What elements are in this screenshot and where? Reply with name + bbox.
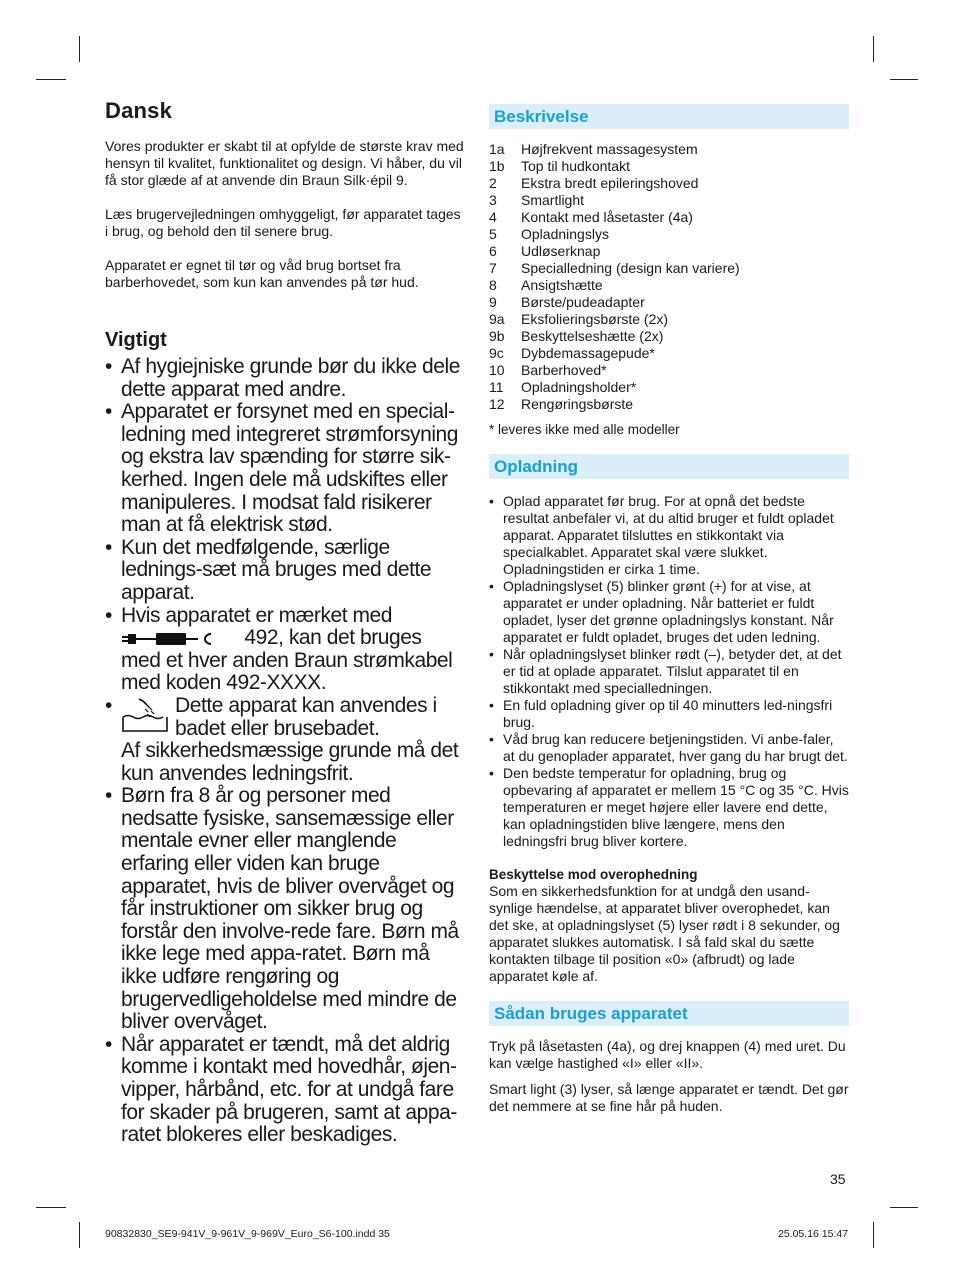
overheat-text: Som en sikkerhedsfunktion for at undgå den usand-synlige hændelse, at apparatet bliver overophedet, kan det ske, at opladningslyset (5) lyser rødt i 8 sekunder, og apparatet slukkes automatisk. I så fald skal du sætte kontakten tilbage til position «0» (afbrudt) og lade apparatet køle af. — [489, 883, 840, 984]
list-item — [489, 158, 849, 175]
list-item — [489, 396, 849, 413]
list-item — [489, 277, 849, 294]
part-label: Top til hudkontakt — [521, 158, 630, 174]
intro — [105, 138, 465, 291]
list-item — [489, 141, 849, 158]
section-header-usage: Sådan bruges apparatet — [489, 1001, 849, 1026]
footer-file: 90832830_SE9-941V_9-961V_9-969V_Euro_S6-100.indd 35 — [105, 1228, 390, 1240]
section-header-opladning: Opladning — [489, 454, 849, 479]
part-number: 2 — [489, 175, 497, 191]
part-number: 3 — [489, 192, 497, 208]
list-item — [489, 345, 849, 362]
crop-mark — [79, 1222, 80, 1248]
list-item — [489, 192, 849, 209]
list-item: • Kun det medfølgende, særlige lednings-sæt må bruges med dette apparat. — [105, 537, 465, 605]
crop-mark — [36, 79, 66, 80]
part-label: Kontakt med låsetaster (4a) — [521, 209, 693, 225]
part-label: Højfrekvent massagesystem — [521, 141, 698, 157]
part-label: Dybdemassagepude* — [521, 345, 655, 361]
part-label: Rengøringsbørste — [521, 396, 634, 412]
part-number: 9a — [489, 311, 505, 327]
list-item: • Børn fra 8 år og personer med nedsatte fysiske, sansemæssige eller mentale evner eller manglende erfaring eller viden kan bruge apparatet, hvis de bliver overvåget og får instruktioner om sikker brug og forstår den involve-rede fare. Børn må ikke lege med appa-ratet. Børn må ikke udføre rengøring og brugervedligeholdelse med mindre de bliver overvåget. — [105, 785, 465, 1034]
part-number: 11 — [489, 379, 504, 395]
footer-date: 25.05.16 15:47 — [778, 1228, 849, 1240]
crop-mark — [890, 1207, 918, 1208]
intro-paragraph: Vores produkter er skabt til at opfylde de største krav med hensyn til kvalitet, funktionalitet og design. Vi håber, du vil få stor glæde af at anvende din Braun Silk·épil 9. — [105, 138, 464, 188]
list-item — [489, 294, 849, 311]
part-label: Barberhoved* — [521, 362, 607, 378]
list-item — [489, 379, 849, 396]
part-number: 1b — [489, 158, 505, 174]
list-item: • Den bedste temperatur for opladning, brug og opbevaring af apparatet er mellem 15 °C og 35 °C. Hvis temperaturen er meget højere eller lavere end dette, kan opladningstiden blive længere, mens den ledningsfri brug bliver kortere. — [489, 765, 849, 850]
part-number: 9c — [489, 345, 504, 361]
part-number: 1a — [489, 141, 505, 157]
page-number: 35 — [830, 1171, 846, 1187]
part-number: 9b — [489, 328, 505, 344]
part-number: 9 — [489, 294, 497, 310]
list-item-text: 492, kan det bruges med et hver anden Braun strømkabel med koden 492-XXXX. — [121, 626, 453, 695]
list-item — [489, 175, 849, 192]
usage-paragraph: Tryk på låsetasten (4a), og drej knappen (4) med uret. Du kan vælge hastighed «I» eller «II». — [489, 1038, 846, 1071]
left-column — [105, 98, 465, 1147]
important-list — [105, 356, 465, 1147]
part-label: Eksfolieringsbørste (2x) — [521, 311, 669, 327]
list-item-text: • Dette apparat kan anvendes i badet eller brusebadet. — [175, 693, 437, 740]
part-number: 12 — [489, 396, 505, 412]
crop-mark — [79, 36, 80, 62]
part-label: Smartlight — [521, 192, 585, 208]
list-item — [105, 695, 465, 785]
list-item — [489, 311, 849, 328]
part-number: 5 — [489, 226, 497, 242]
list-item: • Når opladningslyset blinker rødt (–), betyder det, at det er tid at oplade apparatet. Tilslut apparatet til en stikkontakt med specialledningen. — [489, 646, 849, 697]
part-label: Børste/pudeadapter — [521, 294, 645, 310]
part-label: Ansigtshætte — [521, 277, 603, 293]
intro-paragraph: Apparatet er egnet til tør og våd brug bortset fra barberhovedet, som kun kan anvendes på tør hud. — [105, 257, 419, 290]
list-item-text: Hvis apparatet er mærket med — [121, 603, 393, 627]
part-label: Ekstra bredt epileringshoved — [521, 175, 699, 191]
crop-mark — [873, 1222, 874, 1248]
part-number: 10 — [489, 362, 505, 378]
list-item — [489, 328, 849, 345]
part-number: 7 — [489, 260, 497, 276]
list-item: • Våd brug kan reducere betjeningstiden. Vi anbe-faler, at du genoplader apparatet, hver gang du har brugt det. — [489, 731, 849, 765]
bath-shower-icon — [121, 697, 169, 735]
list-item: • Oplad apparatet før brug. For at opnå det bedste resultat anbefaler vi, at du altid bruger et fuldt opladet apparat. Apparatet tilsluttes en stikkontakt via specialkablet. Apparatet skal være slukket. Opladningstiden er cirka 1 time. — [489, 493, 849, 578]
section-header-beskrivelse: Beskrivelse — [489, 104, 849, 129]
crop-mark — [873, 36, 874, 62]
list-item — [489, 243, 849, 260]
list-item: • En fuld opladning giver op til 40 minutters led-ningsfri brug. — [489, 697, 849, 731]
power-cord-icon — [121, 631, 239, 647]
list-item — [105, 605, 465, 695]
list-item: • Opladningslyset (5) blinker grønt (+) for at vise, at apparatet er under opladning. Når batteriet er fuldt opladet, lyser det grønne opladningslys konstant. Når apparatet er fuldt opladet, bruges det uden ledning. — [489, 578, 849, 646]
part-label: Udløserknap — [521, 243, 601, 259]
list-item — [489, 362, 849, 379]
overheat-heading: Beskyttelse mod overophedning — [489, 867, 698, 882]
list-item — [489, 209, 849, 226]
list-item-text: Af sikkerhedsmæssige grunde må det kun anvendes ledningsfrit. — [121, 739, 459, 785]
vigtigt-heading: Vigtigt — [105, 329, 167, 351]
list-item — [489, 260, 849, 277]
page-title: Dansk — [105, 98, 173, 123]
list-item: • Af hygiejniske grunde bør du ikke dele dette apparat med andre. — [105, 356, 465, 401]
part-label: Beskyttelseshætte (2x) — [521, 328, 664, 344]
part-number: 8 — [489, 277, 497, 293]
crop-mark — [890, 79, 918, 80]
list-item: • Apparatet er forsynet med en special-ledning med integreret strømforsyning og ekstra lav spænding for større sik-kerhed. Ingen dele må udskiftes eller manipuleres. I modsat fald risikerer man at få elektrisk stød. — [105, 401, 465, 537]
part-label: Specialledning (design kan variere) — [521, 260, 740, 276]
parts-list — [489, 141, 849, 413]
part-label: Opladningslys — [521, 226, 609, 242]
charging-list — [489, 493, 849, 850]
usage-paragraph: Smart light (3) lyser, så længe apparatet er tændt. Det gør det nemmere at se fine hår på huden. — [489, 1081, 849, 1114]
list-item: • Når apparatet er tændt, må det aldrig komme i kontakt med hovedhår, øjen-vipper, hårbånd, etc. for at undgå fare for skader på brugeren, samt at appa-ratet blokeres eller beskadiges. — [105, 1034, 465, 1147]
part-number: 6 — [489, 243, 497, 259]
crop-mark — [36, 1207, 66, 1208]
usage-text — [489, 1038, 849, 1115]
part-label: Opladningsholder* — [521, 379, 637, 395]
right-column — [489, 104, 849, 1124]
list-item — [489, 226, 849, 243]
part-number: 4 — [489, 209, 497, 225]
footnote: * leveres ikke med alle modeller — [489, 422, 680, 437]
intro-paragraph: Læs brugervejledningen omhyggeligt, før apparatet tages i brug, og behold den til senere brug. — [105, 206, 461, 239]
